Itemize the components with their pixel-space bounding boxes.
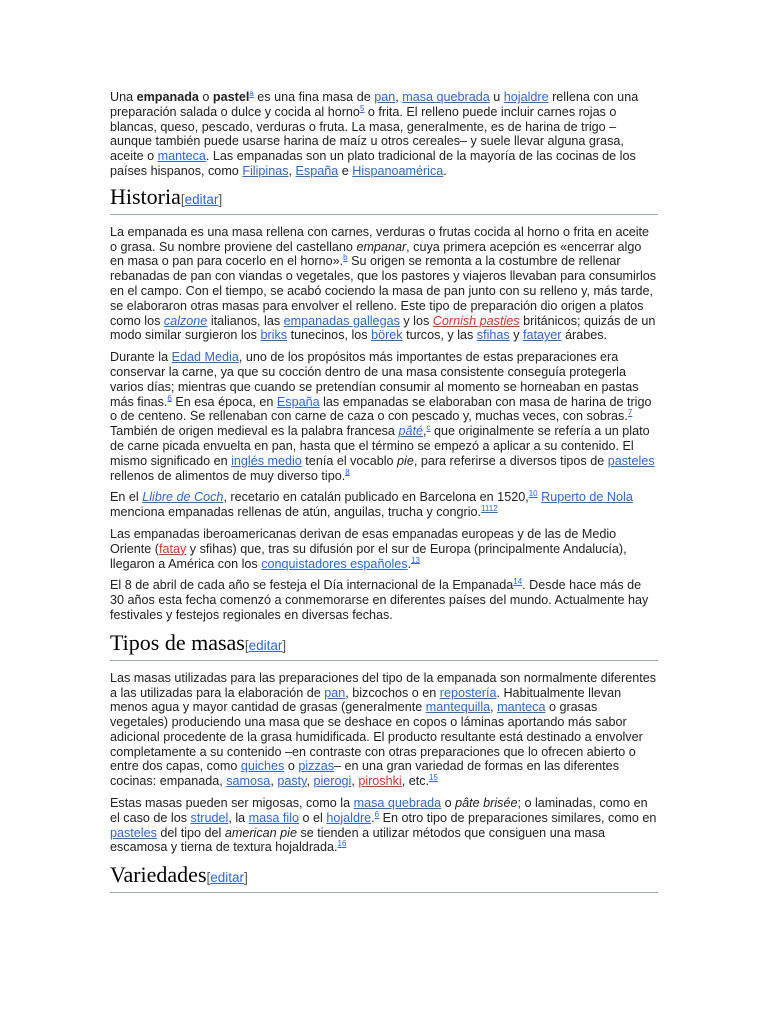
text-run: , recetario en catalán publicado en Barcelona en 1520, xyxy=(223,490,529,505)
text-run: , xyxy=(422,424,427,439)
text-run: . Desde hace más de 30 años esta fecha comenzó a conmemorarse en diferentes países del mundo. Actualmente hay festivales y festejos regionales en diversas fechas. xyxy=(110,578,649,622)
text-run: , uno de los propósitos más importantes de estas preparaciones era conservar la carne, ya que su cocción dentro de una masa consistente conseguía protegerla varios días; mientras que cuando se pretendían consumir al momento se horneaban en pastas más finas. xyxy=(110,350,639,409)
wiki-link[interactable]: hojaldre xyxy=(503,90,549,104)
text-run: rellenos de alimentos de muy diverso tipo. xyxy=(110,468,346,483)
wiki-link[interactable]: strudel xyxy=(190,810,229,825)
section-paragraph xyxy=(110,490,658,520)
reference-link[interactable]: 8 xyxy=(345,467,350,477)
text-run: u xyxy=(489,90,504,104)
edit-section-link: [editar] xyxy=(244,637,287,653)
reference-sup xyxy=(481,504,498,513)
text-run: , bizcochos o en xyxy=(345,685,440,700)
wiki-link[interactable]: Llibre de Coch xyxy=(142,490,224,505)
edit-section-link: [editar] xyxy=(206,870,248,886)
text-run: Una xyxy=(110,90,137,104)
text-run: o grasas vegetales) produciendo una masa que se deshace en copos o láminas aportando más sabor adicional procedente de la grasa humidificada. El producto resultante está destinado a envolver completamente a su contenido –en contraste con otras preparaciones que lo ofrecen abierto o entre dos capas, como xyxy=(110,700,643,774)
text-run: La empanada es una masa rellena con carnes, verduras o frutas cocida al horno o frita en aceite o grasa. Su nombre proviene del castellano xyxy=(110,224,650,254)
reference-link[interactable]: 15 xyxy=(429,773,438,783)
text-run: italianos, las xyxy=(207,313,284,328)
text-run: o xyxy=(198,90,213,104)
wiki-link[interactable]: hojaldre xyxy=(326,810,372,825)
text-run: y sfihas) que, tras su difusión por el sur de Europa (principalmente Andalucía), llegaron a América con los xyxy=(110,541,627,571)
edit-link[interactable]: editar xyxy=(210,870,245,886)
redlink[interactable]: Cornish pasties xyxy=(432,313,520,328)
text-run: rellena con una preparación salada o dulce y cocida al horno xyxy=(110,90,639,119)
text-run: Su origen se remonta a la costumbre de rellenar rebanadas de pan con viandas o vegetales, que los pastores y viajeros llevaban para consumirlos en el campo. Con el tiempo, se acabó cociendo la masa de pan junto con su relleno y, más tarde, se elaboraron otras masas para envolver el relleno. Este tipo de preparación dio origen a platos como los xyxy=(110,254,657,328)
wiki-link[interactable]: Edad Media xyxy=(171,350,239,365)
wiki-link[interactable]: börek xyxy=(371,328,403,343)
wiki-link[interactable]: repostería xyxy=(439,685,497,700)
section-heading-tipos-de-masas xyxy=(110,630,658,661)
wiki-link[interactable]: pâté xyxy=(398,424,423,439)
edit-link[interactable]: editar xyxy=(248,637,283,653)
text-run: Durante la xyxy=(110,350,172,365)
reference-sup xyxy=(513,577,522,586)
wiki-link[interactable]: inglés medio xyxy=(231,453,302,468)
wiki-link[interactable]: empanadas gallegas xyxy=(283,313,400,328)
wiki-link[interactable]: Ruperto de Nola xyxy=(541,490,633,505)
reference-sup xyxy=(411,555,420,564)
wiki-link[interactable]: conquistadores españoles xyxy=(261,556,408,571)
text-run: las empanadas se elaboraban con masa de harina de trigo o de centeno. Se rellenaban con carne de caza o con pescado y, muchas veces, con sobras. xyxy=(110,394,652,424)
wiki-link[interactable]: pierogi xyxy=(313,774,352,789)
text-run: En esa época, en xyxy=(171,394,277,409)
text-run: o xyxy=(284,759,299,774)
wiki-link[interactable]: pizzas xyxy=(298,759,335,774)
text-run: . xyxy=(371,810,375,825)
text-run: . xyxy=(443,163,447,178)
text-run: , xyxy=(288,163,296,178)
text-run: ; o laminadas, como en el caso de los xyxy=(110,796,648,825)
reference-sup xyxy=(628,408,632,417)
text-run: En otro tipo de preparaciones similares, como en xyxy=(379,810,657,825)
text-run: o xyxy=(441,796,456,811)
redlink[interactable]: piroshki xyxy=(358,774,402,789)
reference-link[interactable]: c xyxy=(426,422,431,432)
reference-link[interactable]: 13 xyxy=(411,555,420,565)
wiki-link[interactable]: pan xyxy=(324,685,346,700)
section-paragraph xyxy=(110,578,658,622)
intro-paragraph xyxy=(110,90,658,179)
reference-sup xyxy=(429,773,438,782)
reference-link[interactable]: 14 xyxy=(513,577,523,587)
text-run: El 8 de abril de cada año se festeja el Día internacional de la Empanada xyxy=(110,578,514,593)
reference-link[interactable]: 6 xyxy=(374,809,380,819)
wiki-link[interactable]: calzone xyxy=(163,313,208,328)
text-run: , xyxy=(395,90,403,104)
italic-term: empanar xyxy=(356,239,407,254)
text-run: y xyxy=(509,328,523,343)
wiki-link[interactable]: Filipinas xyxy=(242,163,289,178)
text-run: – en una gran variedad de formas en las diferentes cocinas: empanada, xyxy=(110,759,619,789)
wiki-link[interactable]: manteca xyxy=(157,149,206,164)
article-content xyxy=(110,90,658,903)
section-paragraph xyxy=(110,225,658,343)
reference-link[interactable]: 7 xyxy=(627,408,633,418)
wiki-link[interactable]: quiches xyxy=(240,759,285,774)
reference-link[interactable]: a xyxy=(249,88,254,98)
text-run: que originalmente se refería a un plato de carne picada envuelta en pan, hasta que el término se empezó a aplicar a su contenido. El mismo significado en xyxy=(110,424,650,468)
text-run: tunecinos, los xyxy=(287,328,372,343)
reference-sup xyxy=(338,839,347,848)
reference-link[interactable]: 16 xyxy=(337,839,347,849)
section-title: Variedades xyxy=(110,862,207,888)
text-run: Las empanadas iberoamericanas derivan de esas empanadas europeas y de las de Medio Oriente ( xyxy=(110,526,617,556)
text-run: e xyxy=(338,163,353,178)
text-run: , xyxy=(270,774,278,789)
wiki-link[interactable]: España xyxy=(295,163,339,178)
section-paragraph xyxy=(110,350,658,483)
text-run: En el xyxy=(110,490,143,505)
wiki-link[interactable]: masa filo xyxy=(248,810,300,825)
text-run: y los xyxy=(399,313,433,328)
italic-term: american pie xyxy=(224,825,297,840)
text-run: . Las empanadas son un plato tradicional de la mayoría de las cocinas de los países hispanos, como xyxy=(110,149,636,178)
text-run: menciona empanadas rellenas de atún, anguilas, trucha y congrio. xyxy=(110,505,482,520)
text-run: se tienden a utilizar métodos que consiguen una masa escamosa y tierna de textura hojaldrada. xyxy=(110,825,605,855)
wiki-link[interactable]: Hispanoamérica xyxy=(352,163,444,178)
section-title: Tipos de masas xyxy=(110,629,245,655)
wiki-link[interactable]: pasteles xyxy=(607,453,655,468)
text-run: del tipo del xyxy=(156,825,225,840)
text-run: También de origen medieval es la palabra francesa xyxy=(110,424,399,439)
edit-section-link: [editar] xyxy=(180,191,223,207)
section-body-tipos-de-masas xyxy=(110,671,658,856)
reference-sup xyxy=(529,489,538,498)
text-run: , para referirse a diversos tipos de xyxy=(413,453,608,468)
reference-link[interactable]: 5 xyxy=(359,103,365,113)
wiki-link[interactable]: sfihas xyxy=(476,328,510,343)
reference-link[interactable]: 6 xyxy=(167,393,172,403)
wiki-link[interactable]: mantequilla xyxy=(425,700,491,715)
section-paragraph xyxy=(110,796,658,855)
text-run: o frita. El relleno puede incluir carnes rojas o blancas, queso, pescado, verduras o fruta. La masa, generalmente, es de harina de trigo –aunque también puede usarse harina de maíz u otros cereales– y suele llevar alguna grasa, aceite o xyxy=(110,104,624,164)
text-run: tenía el vocablo xyxy=(301,453,398,468)
section-heading-variedades xyxy=(110,862,658,893)
reference-link[interactable]: 10 xyxy=(528,489,538,499)
italic-term: pie xyxy=(397,453,414,468)
text-run: , la xyxy=(228,810,249,825)
wiki-link[interactable]: España xyxy=(276,394,320,409)
text-run: , etc. xyxy=(401,774,430,789)
edit-link[interactable]: editar xyxy=(184,191,219,207)
wiki-link[interactable]: masa quebrada xyxy=(402,90,490,104)
text-run: , xyxy=(490,700,498,715)
reference-link[interactable]: 1112 xyxy=(481,503,498,513)
wiki-link[interactable]: pasteles xyxy=(110,825,157,840)
text-run: Las masas utilizadas para las preparaciones del tipo de la empanada son normalmente diferentes a las utilizadas para la elaboración de xyxy=(110,670,657,700)
wiki-link[interactable]: manteca xyxy=(497,700,546,715)
redlink[interactable]: fatay xyxy=(159,541,187,556)
wiki-link[interactable]: pasty xyxy=(277,774,307,789)
reference-link[interactable]: b xyxy=(343,253,348,263)
text-run: Estas masas pueden ser migosas, como la xyxy=(110,796,354,811)
text-run: , xyxy=(306,774,314,789)
text-run: británicos; quizás de un modo similar surgieron los xyxy=(110,313,656,343)
wiki-link[interactable]: briks xyxy=(260,328,288,343)
text-run: o el xyxy=(299,810,327,825)
wiki-link[interactable]: pan xyxy=(374,90,396,104)
text-run: . Habitualmente llevan menos agua y mayor cantidad de grasas (generalmente xyxy=(110,685,622,715)
text-run: , cuya primera acepción es «encerrar algo en masa o pan para cocerlo en el horno». xyxy=(110,239,642,269)
reference-sup xyxy=(345,467,349,476)
section-paragraph xyxy=(110,527,658,571)
italic-term: pâte brisée xyxy=(455,796,518,811)
bold-term: empanada xyxy=(136,90,199,104)
section-body-historia xyxy=(110,225,658,623)
text-run: árabes. xyxy=(561,328,608,343)
text-run: . xyxy=(407,556,412,571)
section-paragraph xyxy=(110,671,658,789)
wiki-link[interactable]: masa quebrada xyxy=(353,796,442,811)
section-heading-historia xyxy=(110,184,658,215)
bold-term: pastel xyxy=(212,90,250,104)
wiki-link[interactable]: samosa xyxy=(226,774,271,789)
text-run: turcos, y las xyxy=(402,328,477,343)
text-run: , xyxy=(351,774,359,789)
text-run: es una fina masa de xyxy=(253,90,375,104)
section-title: Historia xyxy=(110,183,181,209)
wiki-link[interactable]: fatayer xyxy=(523,328,562,343)
